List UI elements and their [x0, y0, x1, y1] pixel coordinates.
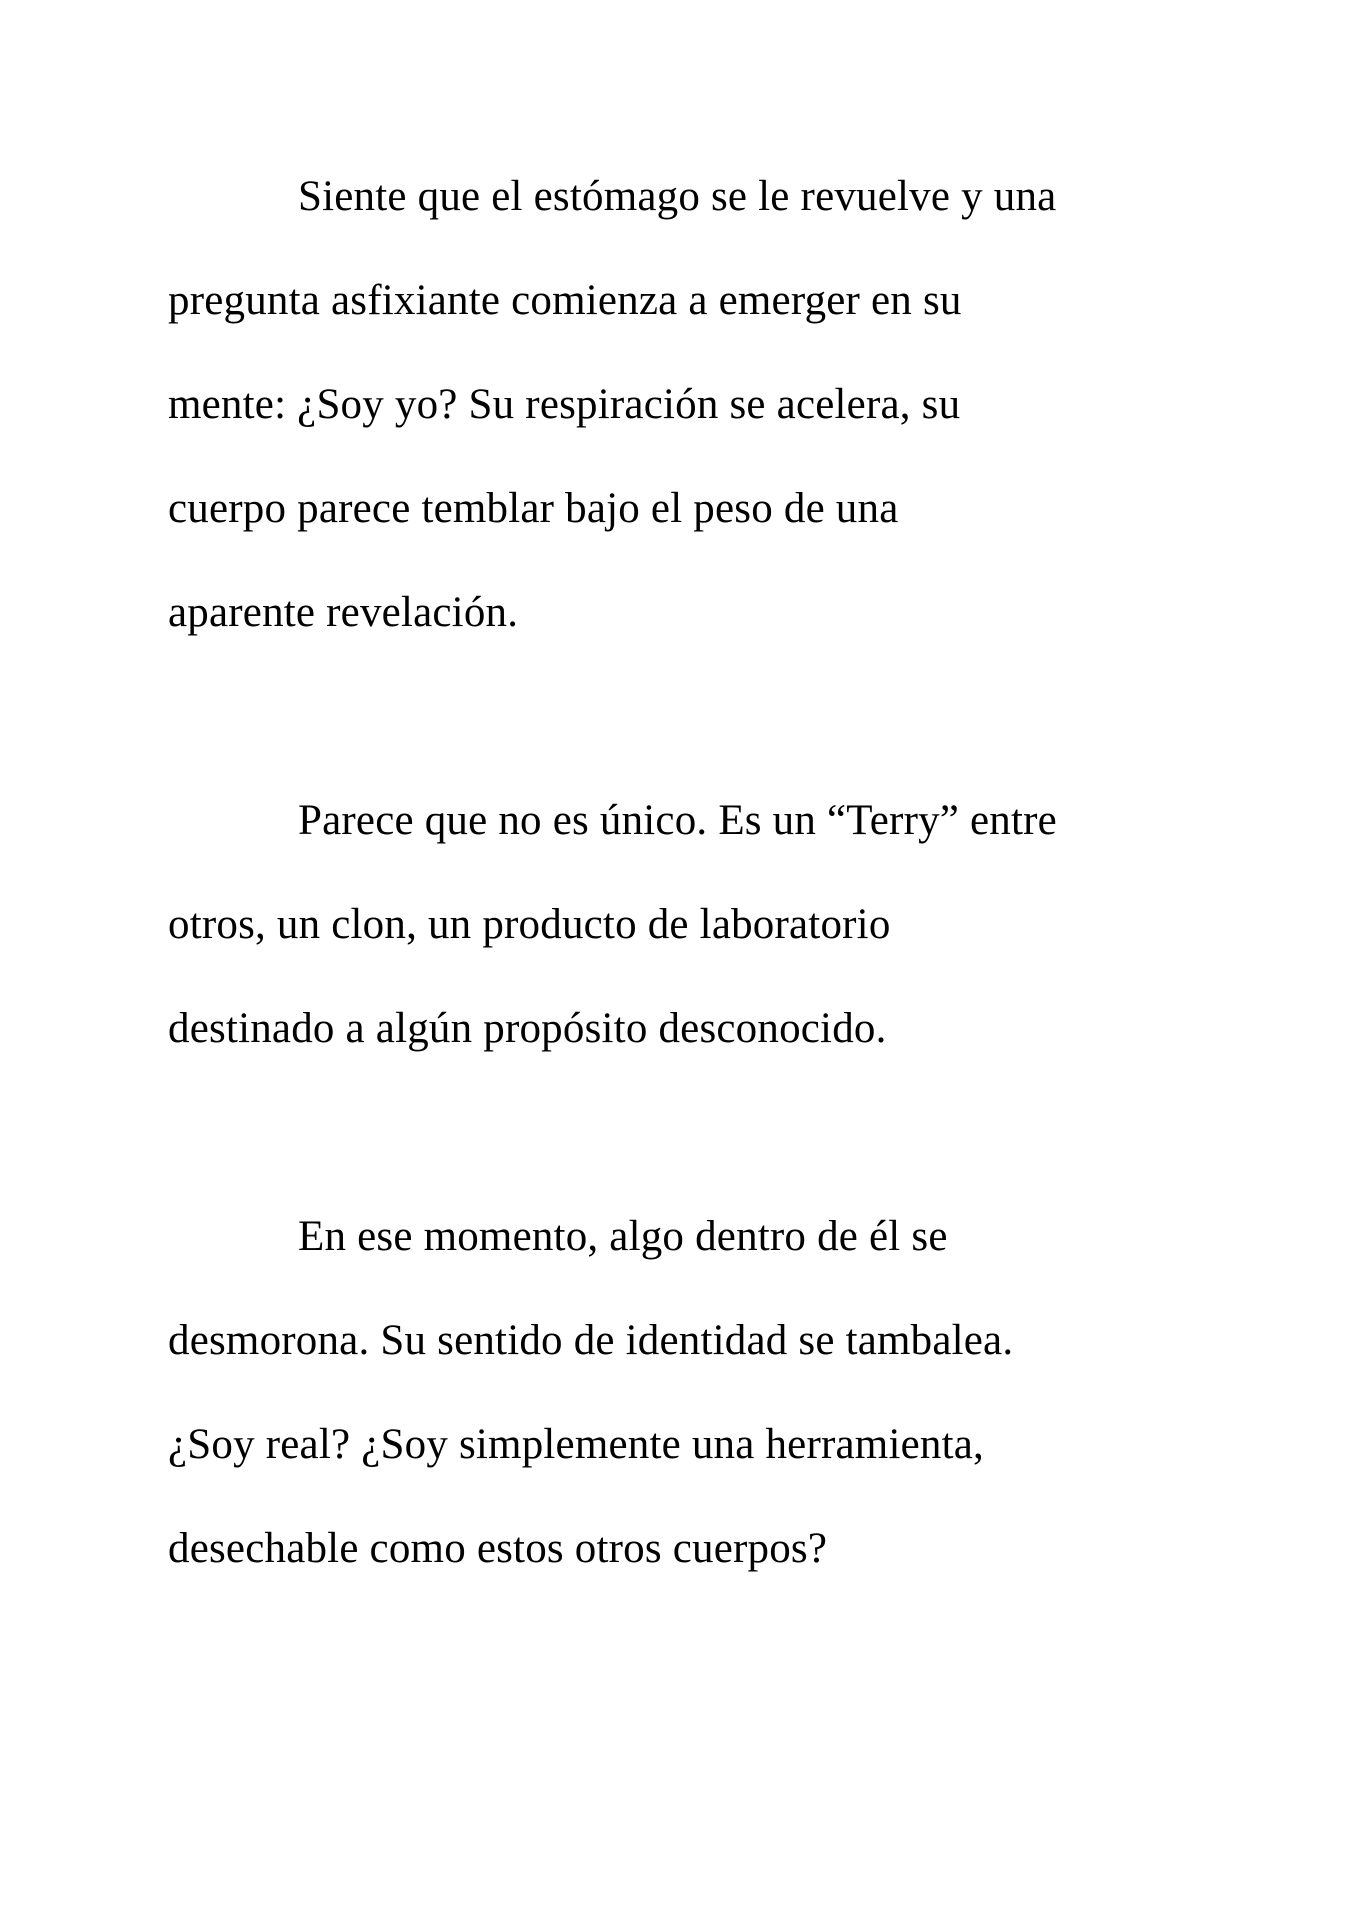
text-line: pregunta asfixiante comienza a emerger en su — [168, 277, 962, 324]
text-line: aparente revelación. — [168, 589, 519, 636]
paragraph-2 — [168, 769, 1168, 1081]
text-line: desmorona. Su sentido de identidad se tambalea. — [168, 1317, 1014, 1364]
text-line: desechable como estos otros cuerpos? — [168, 1525, 828, 1572]
paragraph-3 — [168, 1185, 1168, 1601]
text-line: cuerpo parece temblar bajo el peso de una — [168, 485, 899, 532]
text-line: otros, un clon, un producto de laboratorio — [168, 901, 891, 948]
text-line: ¿Soy real? ¿Soy simplemente una herramienta, — [168, 1421, 984, 1468]
text-line: mente: ¿Soy yo? Su respiración se acelera, su — [168, 381, 961, 428]
text-line: En ese momento, algo dentro de él se — [298, 1213, 948, 1260]
paragraph-1 — [168, 145, 1168, 665]
text-line: destinado a algún propósito desconocido. — [168, 1005, 887, 1052]
text-block — [168, 145, 1168, 1601]
text-line: Parece que no es único. Es un “Terry” entre — [298, 797, 1057, 844]
text-line: Siente que el estómago se le revuelve y una — [298, 173, 1057, 220]
